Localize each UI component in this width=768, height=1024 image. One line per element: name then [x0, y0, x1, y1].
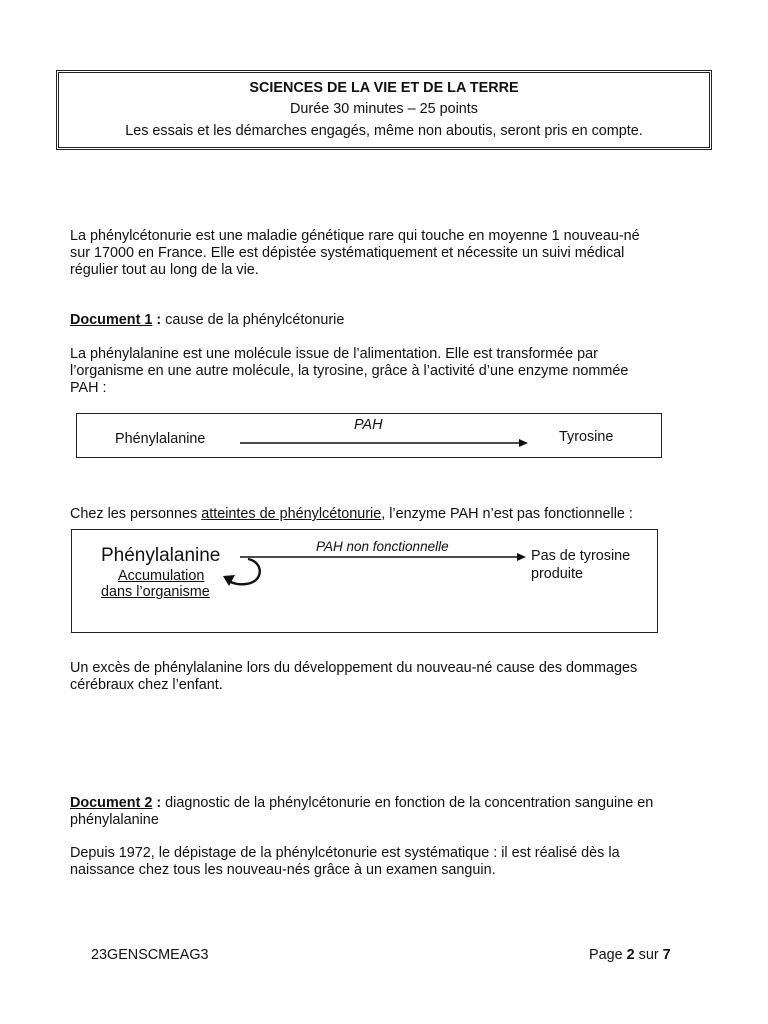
intro-paragraph	[70, 228, 710, 279]
diagram2-arrow	[238, 550, 528, 564]
accumulation-loop-head	[223, 575, 235, 586]
document1-subtitle: cause de la phénylcétonurie	[161, 312, 345, 328]
intro-line: régulier tout au long de la vie.	[70, 262, 259, 278]
document1-label: Document 1	[70, 312, 153, 328]
page-number	[589, 947, 671, 964]
diagram1-arrow-head	[519, 439, 528, 447]
page-prefix: Page	[589, 947, 627, 963]
exam-header-box	[56, 70, 712, 150]
document1-paragraph	[70, 346, 710, 397]
document2-colon: :	[152, 795, 162, 811]
document1-line: La phénylalanine est une molécule issue de l’alimentation. Elle est transformée par	[70, 346, 598, 362]
diagram2-result-line2: produite	[531, 566, 584, 582]
grading-note: Les essais et les démarches engagés, même non aboutis, seront pris en compte.	[125, 123, 643, 139]
consequence-line: cérébraux chez l’enfant.	[70, 677, 223, 693]
exam-code: 23GENSCMEAG3	[91, 947, 209, 963]
page-total: 7	[662, 947, 671, 963]
document2-subtitle: diagnostic de la phénylcétonurie en fonction de la concentration sanguine en	[161, 795, 654, 811]
document1-line: l’organisme en une autre molécule, la tyrosine, grâce à l’activité d’une enzyme nommée	[70, 363, 629, 379]
diagram1-arrow	[238, 436, 530, 450]
document2-label: Document 2	[70, 795, 153, 811]
patients-sentence-start: Chez les personnes	[70, 506, 202, 522]
intro-line: sur 17000 en France. Elle est dépistée systématiquement et nécessite un suivi médical	[70, 245, 625, 261]
intro-line: La phénylcétonurie est une maladie génétique rare qui touche en moyenne 1 nouveau-né	[70, 228, 640, 244]
consequence-paragraph	[70, 660, 710, 694]
document2-subtitle-cont: phénylalanine	[70, 812, 159, 828]
patients-affected-phrase: atteintes de phénylcétonurie	[201, 506, 382, 522]
subject-title: SCIENCES DE LA VIE ET DE LA TERRE	[249, 80, 519, 96]
accumulation-loop-curve	[229, 559, 260, 584]
accumulation-loop-arrow	[218, 556, 266, 594]
document2-paragraph	[70, 845, 710, 879]
diagram1-substrate: Phénylalanine	[115, 431, 206, 447]
accumulation-label-line2: dans l’organisme	[101, 584, 210, 600]
document1-line: PAH :	[70, 380, 107, 396]
diagram2-result-line1: Pas de tyrosine	[531, 548, 631, 564]
diagram2-substrate: Phénylalanine	[101, 545, 221, 566]
diagram1-enzyme: PAH	[354, 417, 383, 433]
diagram1-product: Tyrosine	[559, 429, 614, 445]
document1-colon: :	[152, 312, 162, 328]
diagram2-arrow-head	[517, 553, 526, 561]
duration-points: Durée 30 minutes – 25 points	[290, 101, 478, 117]
document2-line: naissance chez tous les nouveau-nés grâce à un examen sanguin.	[70, 862, 496, 878]
consequence-line: Un excès de phénylalanine lors du développement du nouveau-né cause des dommages	[70, 660, 638, 676]
accumulation-label-line1: Accumulation	[118, 568, 205, 584]
page-mid: sur	[634, 947, 663, 963]
diagram2-enzyme: PAH non fonctionnelle	[316, 539, 449, 554]
document2-heading	[70, 795, 710, 829]
patients-sentence-end: , l’enzyme PAH n’est pas fonctionnelle :	[381, 506, 633, 522]
document1-heading	[70, 312, 710, 329]
document2-line: Depuis 1972, le dépistage de la phénylcétonurie est systématique : il est réalisé dès la	[70, 845, 620, 861]
patients-sentence	[70, 506, 710, 523]
page-current: 2	[626, 947, 635, 963]
